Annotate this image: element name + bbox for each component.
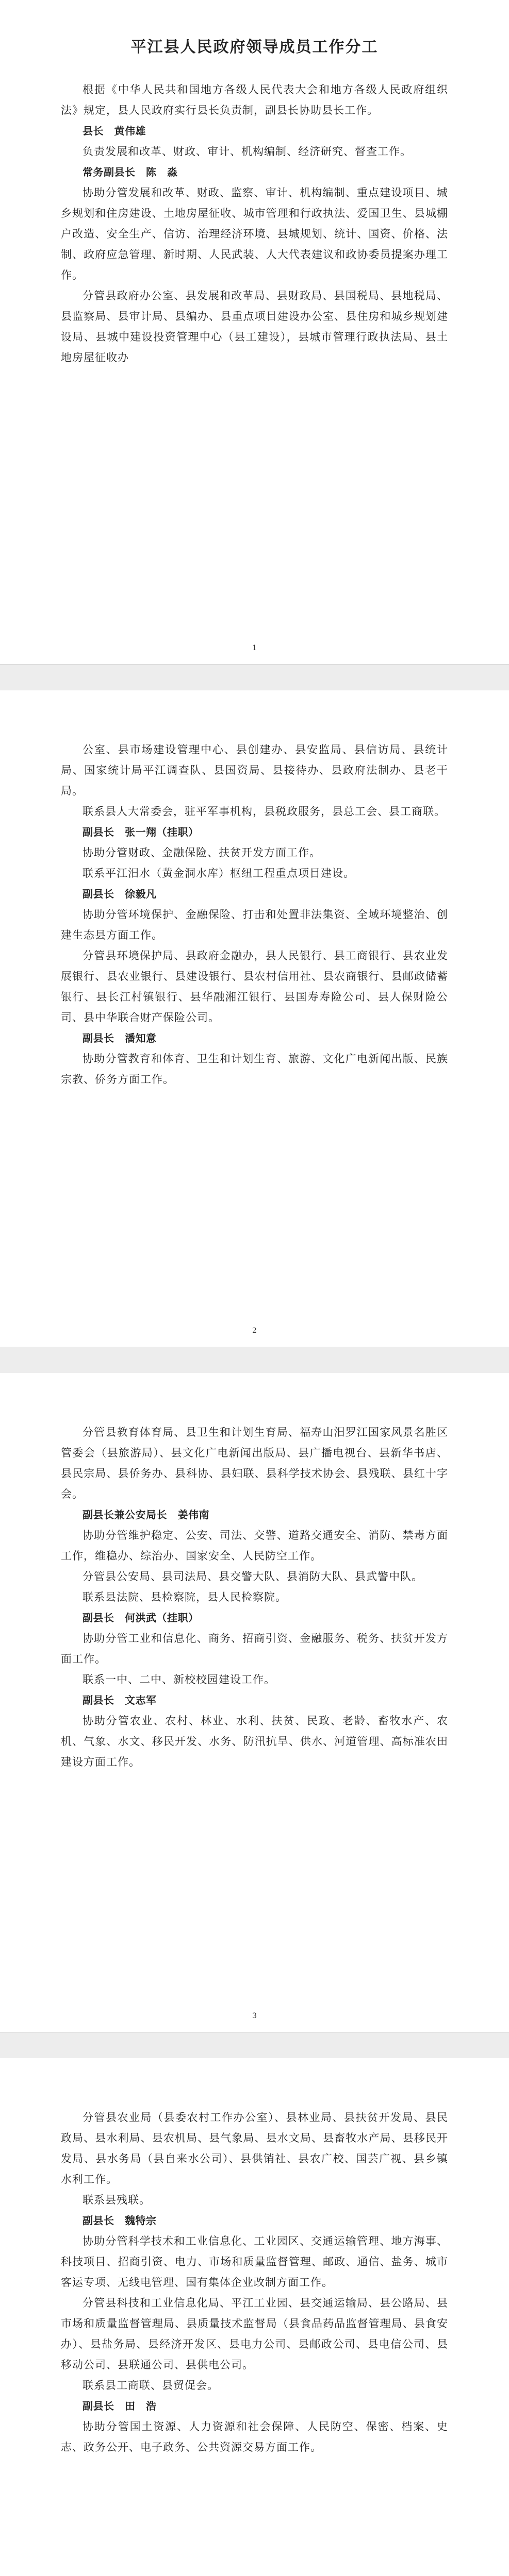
paragraph: 分管县政府办公室、县发展和改革局、县财政局、县国税局、县地税局、县监察局、县审计局、县编办、县重点项目建设办公室、县住房和城乡规划建设局、县城中建设投资管理中心（县工建设），县城市管理行政执法局、县土地房屋征收办 [61, 290, 448, 364]
paragraph: 联系平江汨水（黄金洞水库）枢纽工程重点项目建设。 [83, 867, 355, 879]
paragraph: 分管县公安局、县司法局、县交警大队、县消防大队、县武警中队。 [83, 1570, 423, 1583]
official-heading: 副县长 张一翔（挂职） [83, 826, 199, 838]
paragraph: 联系县残联。 [83, 2194, 151, 2206]
official-heading: 副县长兼公安局长 姜伟南 [83, 1509, 209, 1521]
paragraph: 协助分管维护稳定、公安、司法、交警、道路交通安全、消防、禁毒方面工作，维稳办、综治办、国家安全、人民防空工作。 [61, 1529, 448, 1562]
official-heading: 副县长 潘知意 [83, 1032, 157, 1044]
paragraph: 协助分管国土资源、人力资源和社会保障、人民防空、保密、档案、史志、政务公开、电子政务、公共资源交易方面工作。 [61, 2420, 448, 2453]
paragraph: 联系县工商联、县贸促会。 [83, 2379, 219, 2392]
paragraph: 协助分管教育和体育、卫生和计划生育、旅游、文化广电新闻出版、民族宗教、侨务方面工作。 [61, 1053, 448, 1086]
document-page [0, 0, 509, 665]
official-heading: 常务副县长 陈 淼 [83, 166, 178, 178]
paragraph: 联系县人大常委会，驻平军事机构，县税政服务，县总工会、县工商联。 [83, 805, 446, 818]
paragraph: 分管县教育体育局、县卫生和计划生育局、福寿山汨罗江国家风景名胜区管委会（县旅游局）、县文化广电新闻出版局、县广播电视台、县新华书店、县民宗局、县侨务办、县科协、县妇联、县科学技术协会、县残联、县红十字会。 [61, 1426, 448, 1500]
paragraph: 分管县科技和工业信息化局、平江工业园、县交通运输局、县公路局、县市场和质量监督管理局、县质量技术监督局（县食品药品监督管理局、县食安办）、县盐务局、县经济开发区、县电力公司、县邮政公司、县电信公司、县移动公司、县联通公司、县供电公司。 [61, 2297, 448, 2371]
paragraph: 分管县环境保护局、县政府金融办，县人民银行、县工商银行、县农业发展银行、县农业银行、县建设银行、县农村信用社、县农商银行、县邮政储蓄银行、县长江村镇银行、县华融湘江银行、县国寿寿险公司、县人保财险公司、县中华联合财产保险公司。 [61, 950, 448, 1024]
page-number: 2 [252, 1327, 257, 1335]
paragraph: 根据《中华人民共和国地方各级人民代表大会和地方各级人民政府组织法》规定，县人民政府实行县长负责制，副县长协助县长工作。 [61, 83, 448, 116]
official-heading: 副县长 田 浩 [83, 2400, 157, 2412]
official-heading: 副县长 何洪武（挂职） [83, 1612, 199, 1624]
paragraph: 协助分管财政、金融保险、扶贫开发方面工作。 [83, 846, 321, 859]
paragraph: 分管县农业局（县委农村工作办公室）、县林业局、县扶贫开发局、县民政局、县水利局、县农机局、县气象局、县水文局、县畜牧水产局、县移民开发局、县水务局（县自来水公司）、县供销社、县农广校、国芸广视、县乡镇水利工作。 [61, 2111, 448, 2185]
page-number: 1 [252, 644, 257, 652]
official-heading: 副县长 徐毅凡 [83, 888, 157, 900]
official-heading: 副县长 魏特宗 [83, 2214, 157, 2227]
official-heading: 副县长 文志军 [83, 1694, 157, 1706]
paragraph: 联系县法院、县检察院，县人民检察院。 [83, 1591, 287, 1603]
page-number: 3 [252, 2012, 257, 2020]
paragraph: 协助分管环境保护、金融保险、打击和处置非法集资、全域环境整治、创建生态县方面工作。 [61, 908, 448, 941]
official-heading: 县长 黄伟雄 [83, 125, 146, 137]
paragraph: 负责发展和改革、财政、审计、机构编制、经济研究、督查工作。 [83, 145, 412, 158]
paragraph: 协助分管发展和改革、财政、监察、审计、机构编制、重点建设项目、城乡规划和住房建设、土地房屋征收、城市管理和行政执法、爱国卫生、县城棚户改造、安全生产、信访、治理经济环境、县城规划、统计、国资、价格、法制、政府应急管理、新时期、人民武装、人大代表建议和政协委员提案办理工作。 [61, 187, 448, 281]
paragraph: 协助分管工业和信息化、商务、招商引资、金融服务、税务、扶贫开发方面工作。 [61, 1632, 448, 1665]
paragraph: 联系一中、二中、新校校园建设工作。 [83, 1673, 275, 1686]
paragraph: 公室、县市场建设管理中心、县创建办、县安监局、县信访局、县统计局、国家统计局平江调查队、县国资局、县接待办、县政府法制办、县老干局。 [61, 743, 448, 797]
document-page [0, 2058, 509, 2576]
document-title: 平江县人民政府领导成员工作分工 [130, 38, 379, 56]
document-page [0, 1373, 509, 2032]
paragraph: 协助分管科学技术和工业信息化、工业园区、交通运输管理、地方海事、科技项目、招商引资、电力、市场和质量监督管理、邮政、通信、盐务、城市客运专项、无线电管理、国有集体企业改制方面工作。 [61, 2235, 448, 2289]
paragraph: 协助分管农业、农村、林业、水利、扶贫、民政、老龄、畜牧水产、农机、气象、水文、移民开发、水务、防汛抗旱、供水、河道管理、高标准农田建设方面工作。 [61, 1715, 448, 1768]
document-page [0, 690, 509, 1347]
